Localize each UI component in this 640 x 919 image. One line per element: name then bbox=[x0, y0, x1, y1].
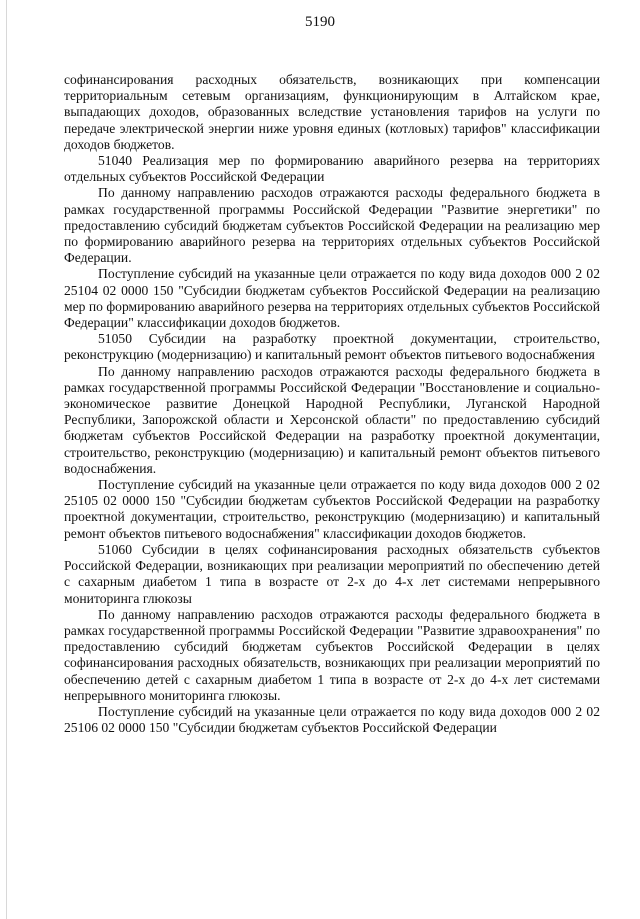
paragraph: По данному направлению расходов отражаются расходы федерального бюджета в рамках государственной программы Российской Федерации "Восстановление и социально-экономическое развитие Донецкой Народной Республики, Луганской Народной Республики, Запорожской области и Херсонской области" по предоставлению субсидий бюджетам субъектов Российской Федерации на разработку проектной документации, строительство, реконструкцию (модернизацию) и капитальный ремонт объектов питьевого водоснабжения. bbox=[64, 363, 600, 476]
section-heading-51050: 51050 Субсидии на разработку проектной документации, строительство, реконструкцию (модернизацию) и капитальный ремонт объектов питьевого водоснабжения bbox=[64, 331, 600, 363]
paragraph: По данному направлению расходов отражаются расходы федерального бюджета в рамках государственной программы Российской Федерации "Развитие здравоохранения" по предоставлению субсидий бюджетам субъектов Российской Федерации в целях софинансирования расходных обязательств, возникающих при реализации мероприятий по обеспечению детей с сахарным диабетом 1 типа в возрасте от 2-х до 4-х лет системами непрерывного мониторинга глюкозы. bbox=[64, 606, 600, 703]
paragraph-continuation: софинансирования расходных обязательств, возникающих при компенсации территориальным сетевым организациям, функционирующим в Алтайском крае, выпадающих доходов, образованных вследствие установления тарифов на услуги по передаче электрической энергии ниже уровня единых (котловых) тарифов" классификации доходов бюджетов. bbox=[64, 72, 600, 152]
document-body bbox=[64, 72, 600, 736]
page-number: 5190 bbox=[305, 14, 335, 30]
paragraph: Поступление субсидий на указанные цели отражается по коду вида доходов 000 2 02 25105 02 0000 150 "Субсидии бюджетам субъектов Российской Федерации на разработку проектной документации, строительство, реконструкцию (модернизацию) и капитальный ремонт объектов питьевого водоснабжения" классификации доходов бюджетов. bbox=[64, 477, 600, 541]
section-heading-51040: 51040 Реализация мер по формированию аварийного резерва на территориях отдельных субъектов Российской Федерации bbox=[64, 153, 600, 185]
paragraph: По данному направлению расходов отражаются расходы федерального бюджета в рамках государственной программы Российской Федерации "Развитие энергетики" по предоставлению субсидий бюджетам субъектов Российской Федерации на реализацию мер по формированию аварийного резерва на территориях отдельных субъектов Российской Федерации. bbox=[64, 185, 600, 266]
paragraph: Поступление субсидий на указанные цели отражается по коду вида доходов 000 2 02 25104 02 0000 150 "Субсидии бюджетам субъектов Российской Федерации на реализацию мер по формированию аварийного резерва на территориях отдельных субъектов Российской Федерации" классификации доходов бюджетов. bbox=[64, 266, 600, 331]
section-heading-51060: 51060 Субсидии в целях софинансирования расходных обязательств субъектов Российской Федерации, возникающих при реализации мероприятий по обеспечению детей с сахарным диабетом 1 типа в возрасте от 2-х до 4-х лет системами непрерывного мониторинга глюкозы bbox=[64, 541, 600, 606]
scan-edge bbox=[6, 0, 7, 919]
paragraph: Поступление субсидий на указанные цели отражается по коду вида доходов 000 2 02 25106 02 0000 150 "Субсидии бюджетам субъектов Российской Федерации bbox=[64, 703, 600, 736]
